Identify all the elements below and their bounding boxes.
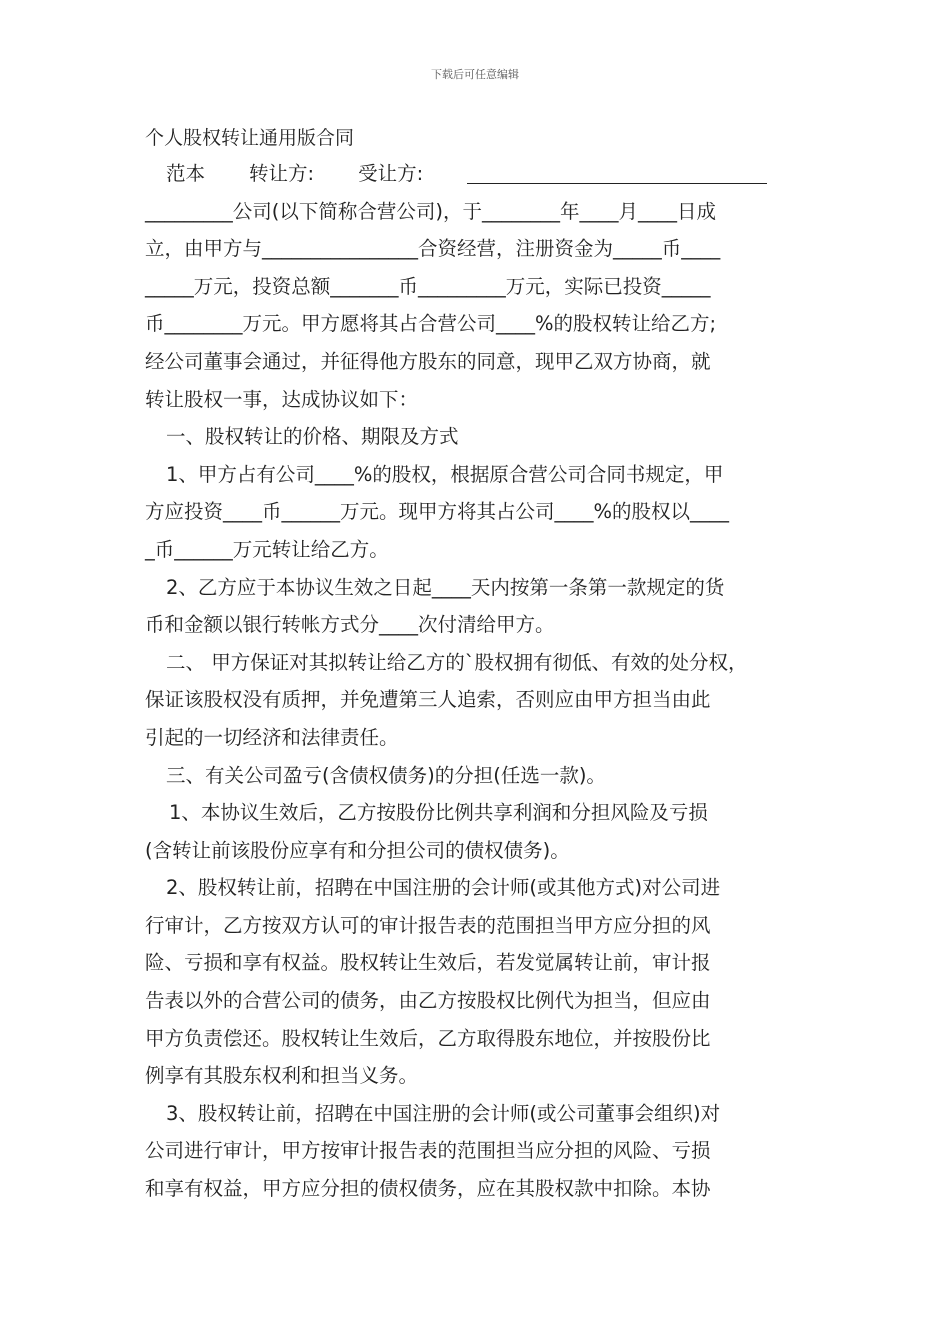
body-line: 保证该股权没有质押，并免遭第三人追索，否则应由甲方担当由此 — [145, 688, 711, 712]
body-line: _________公司(以下简称合营公司)，于________年____月____日成 — [145, 199, 716, 223]
body-line: 险、亏损和享有权益。股权转让生效后，若发觉属转让前，审计报 — [145, 951, 711, 975]
clause-line: 3、股权转让前，招聘在中国注册的会计师(或公司董事会组织)对 — [166, 1101, 721, 1125]
body-line: _____万元，投资总额_______币_________万元，实际已投资_____ — [145, 274, 711, 298]
party-label-transferee: 受让方: — [358, 162, 424, 185]
body-line: 币和金额以银行转帐方式分____次付清给甲方。 — [145, 613, 555, 637]
body-line: 例享有其股东权利和担当义务。 — [145, 1064, 419, 1088]
section-heading: 三、有关公司盈亏(含债权债务)的分担(任选一款)。 — [166, 763, 606, 787]
body-line: 和享有权益，甲方应分担的债权债务，应在其股权款中扣除。本协 — [145, 1177, 711, 1201]
section-heading: 二、 甲方保证对其拟转让给乙方的`股权拥有彻低、有效的处分权， — [166, 650, 748, 674]
body-line: 币________万元。甲方愿将其占合营公司____%的股权转让给乙方; — [145, 312, 717, 336]
body-line: 引起的一切经济和法律责任。 — [145, 725, 399, 749]
clause-line: 2、股权转让前，招聘在中国注册的会计师(或其他方式)对公司进 — [166, 876, 721, 900]
party-label-template: 范本 — [166, 162, 206, 185]
clause-line: 1、甲方占有公司____%的股权，根据原合营公司合同书规定，甲 — [166, 462, 724, 486]
contract-body — [145, 121, 817, 1208]
party-label-transferor: 转让方: — [249, 162, 315, 185]
body-line: 经公司董事会通过，并征得他方股东的同意，现甲乙双方协商，就 — [145, 349, 711, 373]
body-line: 转让股权一事，达成协议如下： — [145, 387, 419, 411]
body-line: _币______万元转让给乙方。 — [145, 537, 389, 561]
body-line: (含转让前该股份应享有和分担公司的债权债务)。 — [145, 838, 570, 862]
body-line: 方应投资____币______万元。现甲方将其占公司____%的股权以____ — [145, 500, 730, 524]
document-title: 个人股权转让通用版合同 — [145, 127, 355, 149]
party-line — [145, 155, 817, 193]
body-line: 公司进行审计，甲方按审计报告表的范围担当应分担的风险、亏损 — [145, 1139, 711, 1163]
header-note: 下载后可任意编辑 — [431, 68, 519, 81]
party-blank-line — [467, 163, 767, 184]
clause-line: 2、乙方应于本协议生效之日起____天内按第一条第一款规定的货 — [166, 575, 725, 599]
body-line: 告表以外的合营公司的债务，由乙方按股权比例代为担当，但应由 — [145, 989, 711, 1013]
section-heading: 一、股权转让的价格、期限及方式 — [166, 425, 459, 449]
body-line: 立，由甲方与________________合资经营，注册资金为_____币____ — [145, 237, 721, 261]
body-line: 甲方负责偿还。股权转让生效后，乙方取得股东地位，并按股份比 — [145, 1026, 711, 1050]
clause-line: 1、本协议生效后，乙方按股份比例共享利润和分担风险及亏损 — [169, 801, 708, 825]
body-line: 行审计，乙方按双方认可的审计报告表的范围担当甲方应分担的风 — [145, 913, 711, 937]
